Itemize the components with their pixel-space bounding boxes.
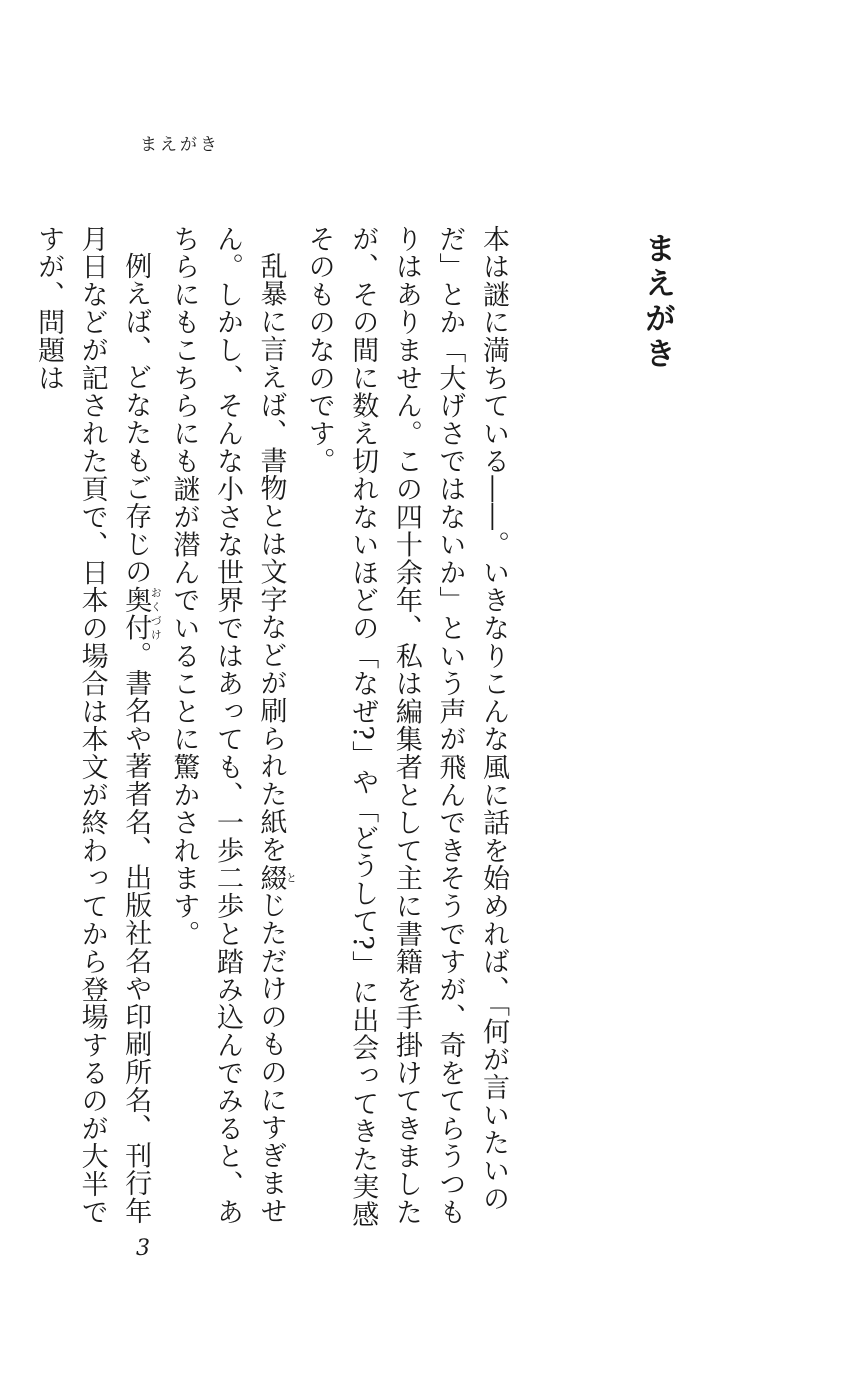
running-head: まえがき [140, 135, 220, 155]
paragraph-3-text-a: 例えば、どなたもご存じの [120, 252, 152, 586]
paragraph-2 [162, 225, 297, 1245]
ruby-base: 奥付 [120, 585, 152, 642]
paragraph-1: 本は謎に満ちている――。いきなりこんな風に話を始めれば、「何が言いたいのだ」とか「大げさではないか」という声が飛んできそうですが、奇をてらうつもりはありません。この四十余年、私は編集者として主に書籍を手掛けてきましたが、その間に数え切れないほどの「なぜ?」や「どうして?」に出会ってきた実感そのものなのです。 [303, 225, 509, 1229]
paragraph-2-text-a: 乱暴に言えば、書物とは文字などが刷られた紙を [255, 252, 287, 864]
paragraph-3-text-b: 。書名や著者名、出版社名や印刷所名、刊行年月日などが記された頁で、日本の場合は本文が終わってから登場するのが大半ですが、問題は [33, 225, 152, 1226]
ruby-reading: と [284, 863, 298, 892]
paragraph-3 [26, 225, 161, 1245]
ruby-base: 綴 [255, 863, 287, 892]
chapter-title: まえがき [639, 232, 675, 372]
page-number: 3 [136, 1236, 150, 1261]
paragraph-2-text-b: じただけのものにすぎません。しかし、そんな小さな世界ではあっても、一歩二歩と踏み込んでみると、あちらにもこちらにも謎が潜んでいることに驚かされます。 [168, 225, 287, 1226]
body-text [15, 225, 515, 1245]
ruby-reading: おくづけ [149, 585, 163, 642]
ruby-okuzuke [120, 585, 163, 642]
ruby-toji [255, 863, 298, 892]
